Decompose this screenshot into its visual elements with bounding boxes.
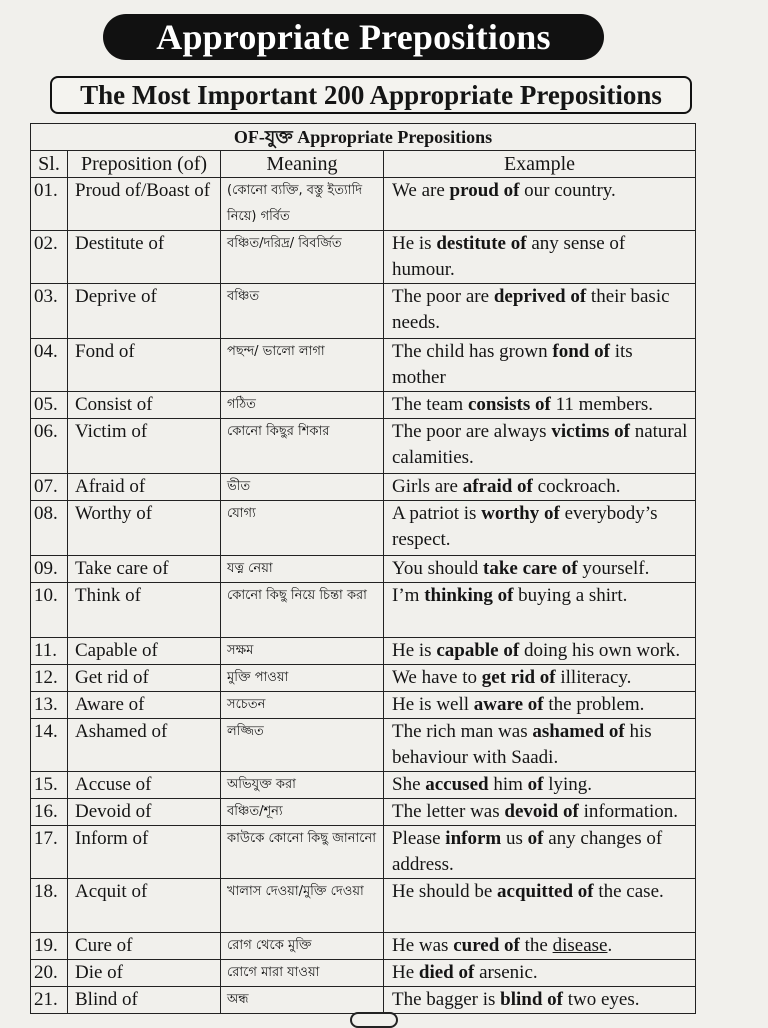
row-example: [384, 583, 696, 638]
row-meaning: (কোনো ব্যক্তি, বস্তু ইত্যাদি নিয়ে) গর্বিত: [221, 178, 384, 231]
example-preposition: worthy of: [481, 503, 560, 524]
row-meaning: সক্ষম: [221, 638, 384, 665]
example-preposition: get rid of: [481, 667, 556, 688]
row-example: [384, 692, 696, 719]
example-text: cockroach.: [532, 476, 621, 497]
row-example: [384, 933, 696, 960]
row-meaning: অভিযুক্ত করা: [221, 772, 384, 799]
example-text: information.: [578, 801, 679, 822]
example-underlined-word: disease: [552, 935, 608, 956]
example-text: The child has grown: [392, 341, 553, 362]
row-serial: 09.: [31, 556, 68, 583]
example-text: two eyes.: [563, 989, 640, 1010]
row-preposition: Accuse of: [68, 772, 221, 799]
row-serial: 18.: [31, 879, 68, 933]
example-preposition: blind of: [500, 989, 563, 1010]
row-preposition: Proud of/Boast of: [68, 178, 221, 231]
example-preposition: consists of: [467, 394, 551, 415]
example-text: illiteracy.: [555, 667, 632, 688]
row-preposition: Take care of: [68, 556, 221, 583]
row-serial: 08.: [31, 501, 68, 556]
example-preposition: acquitted of: [497, 881, 594, 902]
row-meaning: পছন্দ/ ভালো লাগা: [221, 339, 384, 392]
row-preposition: Worthy of: [68, 501, 221, 556]
row-example: [384, 392, 696, 419]
table-row: [31, 339, 696, 392]
row-meaning: গঠিত: [221, 392, 384, 419]
example-preposition: victims of: [551, 421, 630, 442]
example-text: the problem.: [543, 694, 645, 715]
table-row: [31, 826, 696, 879]
row-serial: 19.: [31, 933, 68, 960]
example-text: his behaviour with Saadi.: [392, 721, 652, 768]
row-serial: 03.: [31, 284, 68, 339]
row-meaning: অন্ধ: [221, 987, 384, 1014]
row-meaning: সচেতন: [221, 692, 384, 719]
row-meaning: মুক্তি পাওয়া: [221, 665, 384, 692]
example-text: The rich man was: [392, 721, 533, 742]
table-row: [31, 933, 696, 960]
table-row: [31, 692, 696, 719]
example-preposition: cured of: [453, 935, 520, 956]
row-preposition: Deprive of: [68, 284, 221, 339]
example-text: He: [392, 962, 419, 983]
row-example: [384, 799, 696, 826]
row-serial: 20.: [31, 960, 68, 987]
example-preposition: take care of: [483, 558, 578, 579]
table-row: [31, 960, 696, 987]
example-text: buying a shirt.: [513, 585, 628, 606]
example-preposition: of: [527, 774, 544, 795]
example-text: yourself.: [577, 558, 650, 579]
example-preposition: devoid of: [504, 801, 579, 822]
example-text: our country.: [519, 180, 616, 201]
example-text: 11 members.: [550, 394, 654, 415]
example-text: the: [519, 935, 553, 956]
example-text: .: [607, 935, 613, 956]
example-text: He is: [392, 640, 437, 661]
page-subtitle: The Most Important 200 Appropriate Prepositions: [50, 76, 692, 114]
example-text: He should be: [392, 881, 498, 902]
example-text: She: [392, 774, 426, 795]
row-meaning: কাউকে কোনো কিছু জানানো: [221, 826, 384, 879]
table-body: [31, 178, 696, 1014]
row-serial: 01.: [31, 178, 68, 231]
example-preposition: aware of: [473, 694, 544, 715]
example-text: him: [488, 774, 528, 795]
row-example: [384, 987, 696, 1014]
table-row: [31, 799, 696, 826]
column-header-meaning: Meaning: [221, 151, 384, 178]
example-text: The poor are: [392, 286, 494, 307]
example-preposition: died of: [418, 962, 475, 983]
table-row: [31, 392, 696, 419]
example-text: The team: [392, 394, 468, 415]
row-example: [384, 638, 696, 665]
row-serial: 04.: [31, 339, 68, 392]
row-meaning: ভীত: [221, 474, 384, 501]
table-row: [31, 719, 696, 772]
row-serial: 16.: [31, 799, 68, 826]
table-row: [31, 556, 696, 583]
prepositions-table: [30, 123, 696, 1014]
example-text: everybody’s respect.: [392, 503, 658, 550]
row-example: [384, 665, 696, 692]
example-text: He is: [392, 233, 437, 254]
row-example: [384, 339, 696, 392]
row-preposition: Acquit of: [68, 879, 221, 933]
row-example: [384, 826, 696, 879]
row-meaning: বঞ্চিত/দরিদ্র/ বিবর্জিত: [221, 231, 384, 284]
row-serial: 06.: [31, 419, 68, 474]
row-serial: 11.: [31, 638, 68, 665]
example-text: arsenic.: [474, 962, 538, 983]
example-text: their basic needs.: [392, 286, 670, 333]
example-preposition: afraid of: [462, 476, 533, 497]
row-serial: 05.: [31, 392, 68, 419]
table-row: [31, 879, 696, 933]
row-example: [384, 178, 696, 231]
row-preposition: Afraid of: [68, 474, 221, 501]
row-preposition: Devoid of: [68, 799, 221, 826]
table-row: [31, 474, 696, 501]
row-example: [384, 284, 696, 339]
example-text: A patriot is: [392, 503, 482, 524]
row-preposition: Cure of: [68, 933, 221, 960]
row-example: [384, 474, 696, 501]
row-meaning: কোনো কিছু নিয়ে চিন্তা করা: [221, 583, 384, 638]
example-text: any sense of humour.: [392, 233, 626, 280]
example-text: lying.: [543, 774, 593, 795]
row-preposition: Get rid of: [68, 665, 221, 692]
page-number-mark: [350, 1012, 398, 1028]
example-text: doing his own work.: [519, 640, 681, 661]
row-preposition: Die of: [68, 960, 221, 987]
example-text: You should: [392, 558, 483, 579]
example-text: The letter was: [392, 801, 505, 822]
row-serial: 17.: [31, 826, 68, 879]
row-preposition: Ashamed of: [68, 719, 221, 772]
row-preposition: Think of: [68, 583, 221, 638]
example-text: its mother: [392, 341, 633, 388]
column-header-preposition: Preposition (of): [68, 151, 221, 178]
example-text: He was: [392, 935, 454, 956]
row-serial: 13.: [31, 692, 68, 719]
example-preposition: destitute of: [436, 233, 527, 254]
example-text: I’m: [392, 585, 425, 606]
example-text: He is well: [392, 694, 474, 715]
column-header-example: Example: [384, 151, 696, 178]
table-row: [31, 638, 696, 665]
table-row: [31, 772, 696, 799]
row-meaning: বঞ্চিত/শূন্য: [221, 799, 384, 826]
table-row: [31, 284, 696, 339]
table-row: [31, 178, 696, 231]
example-preposition: fond of: [552, 341, 610, 362]
table-row: [31, 419, 696, 474]
row-serial: 10.: [31, 583, 68, 638]
row-preposition: Destitute of: [68, 231, 221, 284]
row-meaning: যত্ন নেয়া: [221, 556, 384, 583]
row-example: [384, 231, 696, 284]
row-example: [384, 501, 696, 556]
row-example: [384, 419, 696, 474]
example-preposition: ashamed of: [532, 721, 625, 742]
example-preposition: inform: [445, 828, 502, 849]
example-text: The poor are always: [392, 421, 552, 442]
example-text: natural calamities.: [392, 421, 688, 468]
table-row: [31, 501, 696, 556]
table-row: [31, 987, 696, 1014]
column-header-sl: Sl.: [31, 151, 68, 178]
example-preposition: capable of: [436, 640, 520, 661]
row-example: [384, 556, 696, 583]
row-meaning: কোনো কিছুর শিকার: [221, 419, 384, 474]
example-preposition: proud of: [449, 180, 520, 201]
row-meaning: যোগ্য: [221, 501, 384, 556]
example-preposition: of: [527, 828, 544, 849]
row-meaning: লজ্জিত: [221, 719, 384, 772]
example-text: We are: [392, 180, 450, 201]
example-text: Girls are: [392, 476, 463, 497]
example-text: Please: [392, 828, 446, 849]
table-row: [31, 231, 696, 284]
row-preposition: Fond of: [68, 339, 221, 392]
example-preposition: deprived of: [493, 286, 587, 307]
row-serial: 21.: [31, 987, 68, 1014]
row-meaning: রোগে মারা যাওয়া: [221, 960, 384, 987]
row-preposition: Capable of: [68, 638, 221, 665]
row-preposition: Blind of: [68, 987, 221, 1014]
row-example: [384, 879, 696, 933]
row-preposition: Inform of: [68, 826, 221, 879]
row-serial: 14.: [31, 719, 68, 772]
table-row: [31, 583, 696, 638]
row-preposition: Aware of: [68, 692, 221, 719]
example-text: the case.: [593, 881, 664, 902]
page-title: Appropriate Prepositions: [103, 14, 604, 60]
row-example: [384, 772, 696, 799]
row-serial: 02.: [31, 231, 68, 284]
row-example: [384, 960, 696, 987]
row-serial: 07.: [31, 474, 68, 501]
table-caption: OF-যুক্ত Appropriate Prepositions: [31, 124, 696, 151]
example-text: us: [501, 828, 528, 849]
example-preposition: accused: [425, 774, 489, 795]
row-serial: 15.: [31, 772, 68, 799]
row-meaning: বঞ্চিত: [221, 284, 384, 339]
example-preposition: thinking of: [424, 585, 514, 606]
example-text: The bagger is: [392, 989, 501, 1010]
row-preposition: Consist of: [68, 392, 221, 419]
row-serial: 12.: [31, 665, 68, 692]
example-text: any changes of address.: [392, 828, 663, 875]
row-example: [384, 719, 696, 772]
table-row: [31, 665, 696, 692]
row-meaning: রোগ থেকে মুক্তি: [221, 933, 384, 960]
row-preposition: Victim of: [68, 419, 221, 474]
example-text: We have to: [392, 667, 482, 688]
row-meaning: খালাস দেওয়া/মুক্তি দেওয়া: [221, 879, 384, 933]
